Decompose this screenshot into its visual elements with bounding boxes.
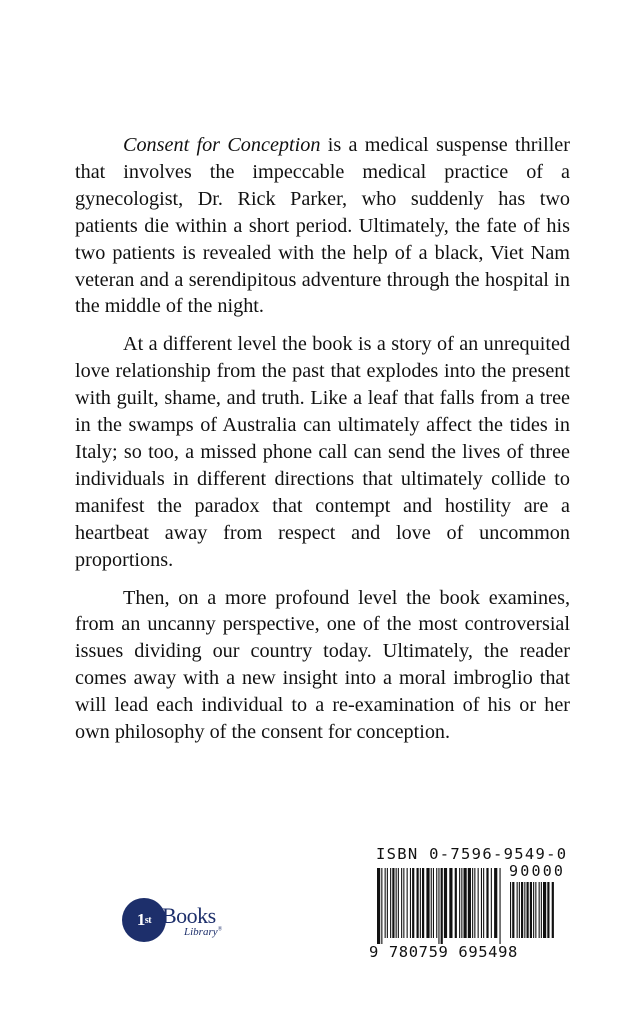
barcode-bar bbox=[472, 868, 473, 938]
barcode-bar bbox=[494, 868, 497, 938]
barcode-bar bbox=[478, 868, 479, 938]
barcode-bar bbox=[521, 882, 523, 938]
barcode-bar bbox=[468, 868, 471, 938]
barcode-addon-digits: 90000 bbox=[509, 862, 566, 880]
barcode-bar bbox=[407, 868, 408, 938]
barcode-bar bbox=[401, 868, 402, 938]
barcode-bar bbox=[547, 882, 549, 938]
barcode-bar bbox=[464, 868, 467, 938]
addon-barcode bbox=[509, 882, 554, 944]
barcode-bar bbox=[541, 882, 542, 938]
blurb-paragraph-1 bbox=[75, 132, 570, 320]
blurb-paragraph-3: Then, on a more profound level the book examines, from an uncanny perspective, one of the most controversial issues dividing our country today. Ultimately, the reader comes away with a new insight into a moral imbroglio that will lead each individual to a re-examination of his or her own philosophy of the consent for conception. bbox=[75, 586, 570, 744]
barcode-bar bbox=[410, 868, 411, 938]
barcode-bar bbox=[426, 868, 429, 938]
publisher-logo-badge: 1 st bbox=[122, 898, 166, 942]
barcode-bar bbox=[510, 882, 511, 938]
barcode-bar bbox=[512, 882, 514, 938]
barcode-bar bbox=[527, 882, 529, 938]
barcode-bar bbox=[438, 868, 439, 944]
barcode-bar bbox=[417, 868, 419, 938]
barcode-bar bbox=[403, 868, 404, 938]
barcode-bar bbox=[486, 868, 488, 938]
barcode-bar bbox=[459, 868, 460, 938]
barcode-bar bbox=[387, 868, 388, 938]
barcode-bar bbox=[436, 868, 437, 938]
barcode-bar bbox=[455, 868, 457, 938]
barcode-bar bbox=[530, 882, 532, 938]
barcode-bar bbox=[396, 868, 397, 938]
barcode-bar bbox=[539, 882, 540, 938]
barcode-bar bbox=[420, 868, 421, 938]
barcode-bar bbox=[444, 868, 447, 938]
isbn-label: ISBN 0-7596-9549-0 bbox=[376, 845, 568, 863]
barcode-bar bbox=[552, 882, 554, 938]
barcode-bar bbox=[533, 882, 534, 938]
barcode-bar bbox=[519, 882, 520, 938]
barcode-bar bbox=[481, 868, 482, 938]
barcode-bar bbox=[474, 868, 475, 938]
barcode-bar bbox=[433, 868, 434, 938]
barcode-bar bbox=[398, 868, 399, 938]
barcode-bar bbox=[543, 882, 546, 938]
ean-barcode bbox=[376, 868, 504, 944]
barcode-bar bbox=[500, 868, 501, 944]
barcode-bar bbox=[422, 868, 424, 938]
barcode-bar bbox=[491, 868, 492, 938]
barcode-bar bbox=[535, 882, 536, 938]
barcode-bar bbox=[483, 868, 484, 938]
barcode-bar bbox=[392, 868, 394, 938]
publisher-logo-library: Library® bbox=[184, 926, 223, 938]
publisher-logo bbox=[122, 898, 232, 944]
barcode-bar bbox=[390, 868, 391, 938]
blurb-paragraph-2: At a different level the book is a story of an unrequited love relationship from the past that explodes into the present with guilt, shame, and truth. Like a leaf that falls from a tree in the swamps of Australia can ultimately affect the tides in Italy; so too, a missed phone call can send the lives of three individuals in different directions that ultimately collide to manifest the paradox that contempt and hostility are a heartbeat away from respect and love of uncommon proportions. bbox=[75, 333, 570, 571]
barcode-bar bbox=[377, 868, 380, 944]
barcode-bar bbox=[381, 868, 382, 944]
ean-digits: 9 780759 695498 bbox=[369, 943, 518, 961]
publisher-logo-books: Books bbox=[162, 903, 216, 928]
barcode-bar bbox=[461, 868, 462, 938]
barcode-bar bbox=[449, 868, 452, 938]
barcode-bar bbox=[412, 868, 414, 938]
book-title: Consent for Conception bbox=[123, 134, 321, 156]
barcode-bar bbox=[385, 868, 386, 938]
barcode-bar bbox=[431, 868, 432, 938]
barcode-bar bbox=[441, 868, 443, 944]
barcode-bar bbox=[524, 882, 525, 938]
cover-blurb bbox=[75, 132, 570, 757]
blurb-paragraph-1-text: is a medical suspense thriller that involves the impeccable medical practice of a gynecologist, Dr. Rick Parker, who suddenly has two patients die within a short period. Ultimately, the fate of his two patients is revealed with the help of a black, Viet Nam veteran and a serendipitous adventure through the hospital in the middle of the night. bbox=[75, 134, 570, 318]
barcode-bar bbox=[517, 882, 518, 938]
